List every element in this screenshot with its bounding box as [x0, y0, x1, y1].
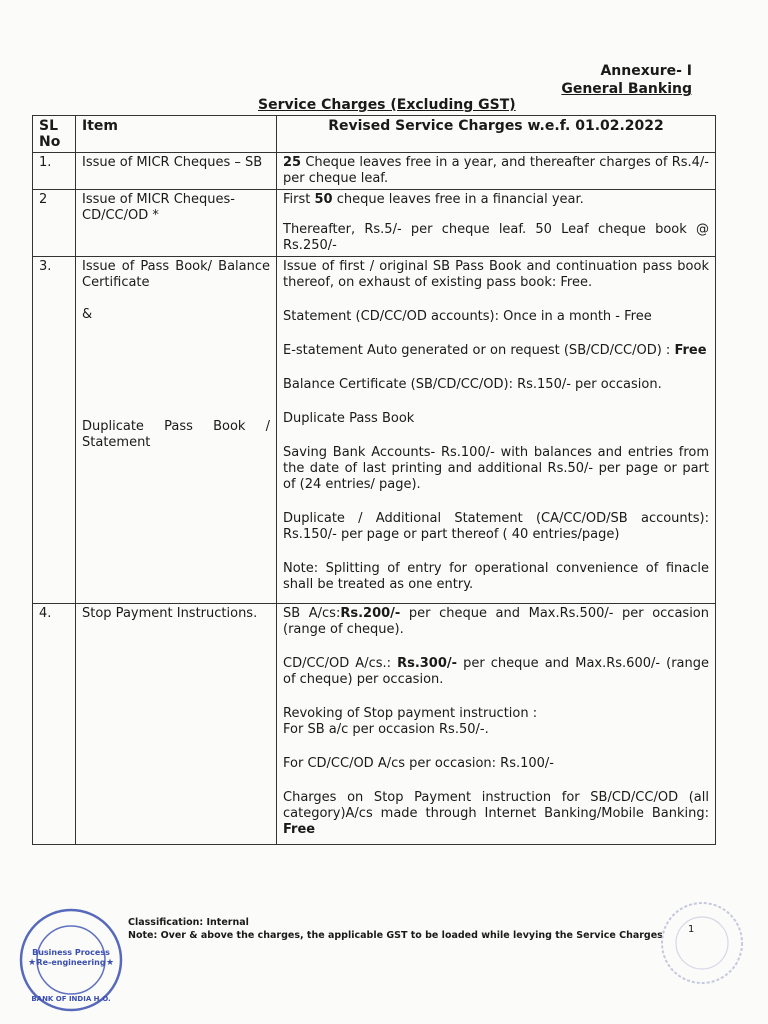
bold-value: 25 — [283, 155, 302, 170]
classification-label: Classification: Internal — [128, 917, 249, 928]
item-text: Issue of Pass Book/ Balance Certificate — [82, 259, 270, 290]
col-sl-no: SL No — [33, 116, 76, 153]
table-row — [33, 604, 716, 845]
bank-seal-stamp — [16, 905, 126, 1015]
gst-note: Note: Over & above the charges, the applicable GST to be loaded while levying the Service Charges — [128, 930, 663, 941]
text: per cheque and Max.Rs.500/- per occasion (range of cheque). — [283, 606, 709, 637]
svg-text:★: ★ — [106, 958, 115, 968]
charges-para: Note: Splitting of entry for operational convenience of finacle shall be treated as one entry. — [283, 561, 709, 592]
text: E-statement Auto generated or on request (SB/CD/CC/OD) : — [283, 343, 675, 358]
charges-para: Issue of first / original SB Pass Book and continuation pass book thereof, on exhaust of existing pass book: Free. — [283, 259, 709, 290]
charges-para: Duplicate Pass Book — [283, 411, 415, 426]
col-item: Item — [76, 116, 277, 153]
row-charges — [277, 604, 716, 845]
charges-para — [283, 343, 709, 359]
charges-para: For SB a/c per occasion Rs.50/-. — [283, 722, 489, 737]
row-charges — [277, 190, 716, 257]
text: cheque leaves free in a financial year. — [332, 192, 584, 207]
page-number: 1 — [688, 924, 695, 935]
table-row — [33, 257, 716, 604]
bold-value: 50 — [314, 192, 333, 207]
svg-text:★: ★ — [28, 958, 37, 968]
row-sl: 4. — [33, 604, 76, 845]
annexure-label: Annexure- I — [600, 63, 692, 79]
bold-value: Rs.200/- — [340, 606, 401, 621]
charges-para: Saving Bank Accounts- Rs.100/- with balances and entries from the date of last printing and additional Rs.50/- per page or part of (24 entries/ page). — [283, 445, 709, 492]
row-charges — [277, 153, 716, 190]
charges-para: Balance Certificate (SB/CD/CC/OD): Rs.150/- per occasion. — [283, 377, 662, 392]
text: CD/CC/OD A/cs.: — [283, 656, 398, 671]
text: First — [283, 192, 315, 207]
annexure-header — [561, 62, 692, 98]
seal-line-2: Re-engineering — [36, 958, 106, 967]
table-row — [33, 190, 716, 257]
text: SB A/cs: — [283, 606, 341, 621]
charges-para: Statement (CD/CC/OD accounts): Once in a month - Free — [283, 309, 652, 324]
faded-stamp — [650, 898, 755, 988]
charges-para — [283, 790, 709, 838]
item-text: Duplicate Pass Book / Statement — [82, 419, 270, 450]
table-row — [33, 153, 716, 190]
bold-value: Free — [283, 822, 316, 837]
charges-para: For CD/CC/OD A/cs per occasion: Rs.100/- — [283, 756, 555, 771]
row-item — [76, 257, 277, 604]
text: Charges on Stop Payment instruction for SB/CD/CC/OD (all category)A/cs made through Internet Banking/Mobile Banking: — [283, 790, 709, 821]
item-text: & — [82, 307, 93, 322]
row-item: Stop Payment Instructions. — [76, 604, 277, 845]
charges-text: Cheque leaves free in a year, and thereafter charges of Rs.4/- per cheque leaf. — [283, 155, 709, 186]
service-charges-table — [32, 115, 716, 845]
bold-value: Rs.300/- — [397, 656, 458, 671]
text: per cheque and Max.Rs.600/- (range of cheque) per occasion. — [283, 656, 709, 687]
charges-para: Revoking of Stop payment instruction : — [283, 706, 538, 721]
row-sl: 3. — [33, 257, 76, 604]
row-sl: 2 — [33, 190, 76, 257]
col-revised-charges: Revised Service Charges w.e.f. 01.02.2022 — [277, 116, 716, 153]
footer — [128, 916, 663, 942]
seal-line-1: Business Process — [32, 948, 110, 957]
row-item: Issue of MICR Cheques- CD/CC/OD * — [76, 190, 277, 257]
charges-para: Duplicate / Additional Statement (CA/CC/OD/SB accounts): Rs.150/- per page or part thereof ( 40 entries/page) — [283, 511, 709, 542]
bold-value: Free — [674, 343, 707, 358]
charges-para — [283, 656, 709, 688]
row-charges — [277, 257, 716, 604]
section-label: General Banking — [561, 81, 692, 97]
seal-line-3: BANK OF INDIA H.O. — [31, 995, 111, 1003]
table-header-row — [33, 116, 716, 153]
row-item: Issue of MICR Cheques – SB — [76, 153, 277, 190]
charges-para — [283, 606, 709, 638]
charges-para — [283, 192, 709, 208]
row-sl: 1. — [33, 153, 76, 190]
table-title: Service Charges (Excluding GST) — [258, 97, 516, 113]
charges-para: Thereafter, Rs.5/- per cheque leaf. 50 Leaf cheque book @ Rs.250/- — [283, 222, 709, 253]
